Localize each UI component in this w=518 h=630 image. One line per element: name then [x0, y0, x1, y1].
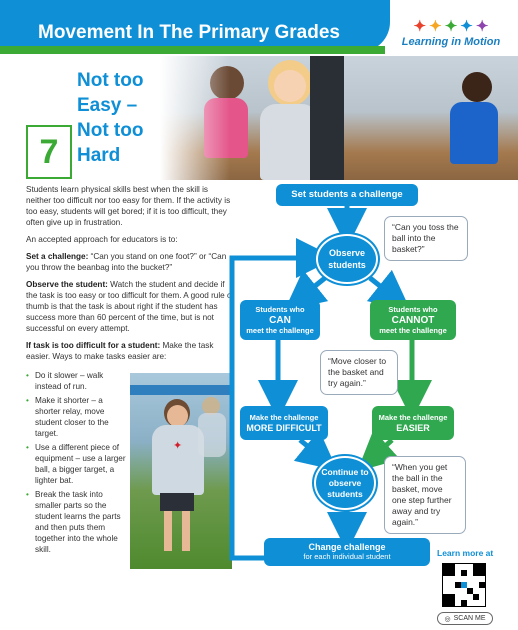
list-item: • Break the task into smaller parts so the student learns the parts and then puts them together into the whole skill.	[26, 489, 126, 555]
arrow-harder-to-continue	[300, 440, 322, 458]
cannot-meet-challenge-box	[370, 300, 456, 340]
topic-number: 7	[26, 125, 72, 179]
change-challenge-box	[264, 538, 430, 566]
qr-finder	[443, 594, 455, 606]
can-line: CAN	[269, 314, 291, 326]
more-difficult-box	[240, 406, 328, 440]
arrow-to-cannot	[370, 278, 395, 298]
qr-module	[479, 582, 485, 588]
qr-module	[461, 600, 467, 606]
qr-finder	[473, 564, 485, 576]
list-item: • Make it shorter – a shorter relay, move student closer to the target.	[26, 395, 126, 439]
change-line: Change challenge	[308, 542, 386, 552]
topic-title-line: Not too	[77, 120, 144, 141]
cannot-line: CANNOT	[391, 314, 435, 326]
change-line: for each individual student	[303, 552, 391, 561]
learn-more-label: Learn more at	[437, 548, 494, 558]
intro-paragraph: Students learn physical skills best when the skill is neither too difficult nor too easy for them. If the activity is too easy, students will get bored; if it is too difficult, they often give up in frustration.	[26, 185, 231, 227]
scan-me-label: SCAN ME	[453, 615, 486, 622]
observe-line: students	[328, 260, 366, 270]
logo-figure-red: ✦	[413, 18, 427, 35]
observe-label: Observe the student:	[26, 280, 108, 289]
difficult-text: Make the task easier. Ways to make tasks easier are:	[26, 341, 214, 361]
observe-line: Observe	[328, 248, 366, 258]
logo-figure-green: ✦	[444, 18, 458, 35]
more-difficult-line: MORE DIFFICULT	[246, 422, 322, 433]
cannot-line: meet the challenge	[379, 325, 447, 335]
can-line: Students who	[255, 304, 305, 314]
set-challenge-box: Set students a challenge	[276, 184, 418, 206]
logo-text: Learning in Motion	[401, 36, 501, 48]
set-challenge-label: Set a challenge:	[26, 252, 89, 261]
qr-module	[461, 570, 467, 576]
can-meet-challenge-box	[240, 300, 320, 340]
continue-line: Continue to	[321, 466, 369, 477]
continue-observe-circle	[314, 456, 376, 510]
difficult-label: If task is too difficult for a student:	[26, 341, 161, 350]
easier-box	[372, 406, 454, 440]
arrow-to-can	[300, 278, 325, 298]
continue-line: students	[327, 488, 363, 499]
speech-bubble-further-away: “When you get the ball in the basket, move one step further away and try again.”	[384, 456, 466, 534]
continue-line: observe	[328, 477, 362, 488]
phone-icon: ◎	[444, 615, 451, 623]
qr-code-icon[interactable]	[442, 563, 486, 607]
maple-leaf-icon: ✦	[173, 440, 183, 452]
set-challenge-text: “Can you stand on one foot?” or “Can you throw the beanbag into the bucket?”	[26, 252, 227, 272]
list-item: • Use a different piece of equipment – use a larger ball, a bigger target, a lighter bat.	[26, 442, 126, 486]
can-line: meet the challenge	[246, 325, 314, 335]
observe-text: Watch the student and decide if the task is too easy or too difficult for them. A good rule of thumb is that the task is about right if the student has success more than 60 percent of the time, but is not successful on every attempt.	[26, 280, 234, 333]
list-item: • Do it slower – walk instead of run.	[26, 370, 126, 392]
topic-title-line: Not too	[77, 70, 144, 91]
scan-me-badge[interactable]	[437, 612, 493, 625]
topic-title-line: Easy –	[77, 95, 138, 116]
logo-figure-blue: ✦	[460, 18, 473, 35]
speech-bubble-toss: “Can you toss the ball into the basket?”	[384, 216, 468, 261]
more-difficult-line: Make the challenge	[249, 412, 319, 422]
topic-title-line: Hard	[77, 145, 121, 166]
easier-line: Make the challenge	[378, 412, 448, 422]
observe-students-circle	[316, 234, 378, 284]
speech-bubble-move-closer: “Move closer to the basket and try again.”	[320, 350, 398, 395]
qr-finder	[443, 564, 455, 576]
logo-figure-purple: ✦	[475, 18, 489, 35]
easier-line: EASIER	[396, 422, 430, 433]
logo-figure-orange: ✦	[429, 18, 442, 35]
cannot-line: Students who	[388, 304, 438, 314]
qr-module	[473, 594, 479, 600]
approach-paragraph: An accepted approach for educators is to:	[26, 235, 178, 244]
page-title: Movement In The Primary Grades	[38, 22, 340, 43]
